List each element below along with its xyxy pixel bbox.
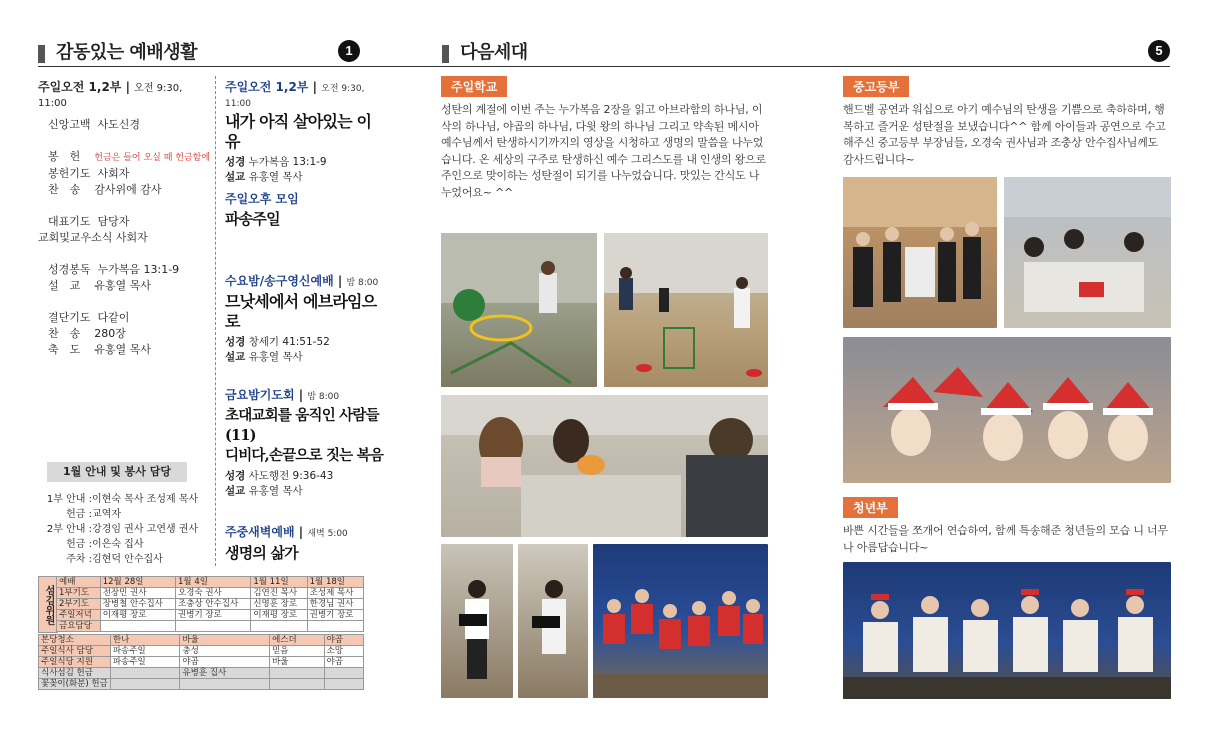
photo-hopscotch [604, 233, 768, 387]
header-bar [38, 45, 45, 63]
photo-young-adult-choir [843, 562, 1171, 699]
guide-lines: 1부 안내 : 이현숙 목사 조성제 목사 헌금 : 교역자 2부 안내 : 강경임 권사 고연생 권사 헌금 : 이은숙 집사 주차 : 김현덕 안수집사 [46, 494, 199, 565]
photo-youth-handbell [843, 177, 997, 328]
order-row: 봉헌기도 사회자 [48, 167, 130, 180]
service-block: 금요밤기도회 | 밤 8:00 초대교회를 움직인 사람들(11) 디비다,손끝으로 짓는 복음 성경 사도행전 9:36-43 설교 유홍열 목사 [225, 386, 395, 499]
left-section-title: 감동있는 예배생활 [56, 42, 197, 63]
table-row: 꽃꽂이(화분) 헌금 [39, 679, 364, 690]
sunday-school-badge: 주일학교 [441, 76, 507, 97]
sunday-school-section [441, 76, 769, 201]
photo-youth-selfie [843, 337, 1171, 483]
young-adult-badge: 청년부 [843, 497, 898, 518]
order-service-name: 주일오전 1,2부 [38, 80, 122, 94]
table-row: 식사섬김 헌금 유병훈 집사 [39, 668, 364, 679]
photo-kids-choir [593, 544, 768, 698]
order-row: 찬 송 280장 [48, 327, 126, 340]
photo-art [441, 395, 768, 537]
photo-art [604, 233, 768, 387]
youth-text: 핸드벨 공연과 워십으로 아기 예수님의 탄생을 기쁨으로 축하하며, 행복하고 즐거운 성탄절을 보냈습니다^^ 함께 아이들과 공연으로 수고해주신 중고등부 부장님들, 오경숙 권사님과 조충상 안수집사님께도 감사드립니다~ [843, 103, 1166, 166]
young-adult-text: 바쁜 시간들을 쪼개어 연습하여, 함께 특송해준 청년들의 모습 니 너무나 아름답습니다~ [843, 524, 1168, 554]
order-row: 설 교 유홍열 목사 [48, 279, 151, 292]
schedule-side-label: 섬김위원 [38, 576, 58, 633]
order-service-time: 오전 9:30, 11:00 [38, 83, 183, 109]
photo-violin-boy [441, 544, 513, 698]
left-header-rule [38, 66, 364, 67]
table-row: 주일식당 지원 파송주일 야곱 바울 야곱 [39, 657, 364, 668]
youth-section [843, 76, 1171, 168]
photo-violin-girl [518, 544, 588, 698]
sermon-title: 생명의 삶가 [225, 544, 298, 562]
schedule-table-2 [38, 634, 364, 690]
right-header-rule [364, 66, 1170, 67]
order-row: 축 도 유홍열 목사 [48, 343, 151, 356]
order-row: 신앙고백 사도신경 [48, 118, 141, 131]
table-row: 주일식사 담당 파송주일 충성 믿음 소망 [39, 646, 364, 657]
photo-art [1004, 177, 1171, 328]
young-adult-section [843, 497, 1171, 556]
order-row: 대표기도 담당자 [48, 215, 130, 228]
order-row: 결단기도 다같이 [48, 311, 130, 324]
photo-youth-party [1004, 177, 1171, 328]
photo-hula-hoop [441, 233, 597, 387]
service-block: 주일오전 1,2부 | 오전 9:30, 11:00 내가 아직 살아있는 이유 성경 누가복음 13:1-9 설교 유홍열 목사 [225, 78, 385, 185]
sermon-title: 초대교회를 움직인 사람들(11) [225, 407, 379, 444]
right-page-number: 5 [1148, 40, 1170, 62]
right-section-title: 다음세대 [460, 42, 528, 63]
photo-art [441, 544, 513, 698]
table-row: 1부기도 전장민 권사 오경숙 권사 김연진 목사 조성제 목사 [57, 588, 364, 599]
photo-art [843, 177, 997, 328]
sermon-title: 파송주일 [225, 210, 280, 228]
guide-title: 1월 안내 및 봉사 담당 [47, 462, 187, 482]
photo-art [843, 562, 1171, 699]
header-bar [442, 45, 449, 63]
order-row: 성경봉독 누가복음 13:1-9 [48, 263, 180, 276]
service-block: 수요밤/송구영신예배 | 밤 8:00 므낫세에서 에브라임으로 성경 창세기 41:51-52 설교 유홍열 목사 [225, 272, 390, 365]
order-row: 찬 송 감사위에 감사 [48, 183, 162, 196]
service-block: 주중새벽예배 | 새벽 5:00 생명의 삶가 [225, 523, 385, 563]
sermon-title: 므낫세에서 에브라임으로 [225, 292, 377, 331]
order-of-worship: 주일오전 1,2부 | 오전 9:30, 11:00 신앙고백 사도신경 봉 헌 헌금은 들어 오실 때 헌금함에 봉헌기도 사회자 찬 송 감사위에 감사 대표기도 담당자 교회및교우소식 사회자 성경봉독 누가복음 13:1-9 설 교 유홍열 목사 결단기도 다같이 찬 송 280장 축 도 유홍열 목사 [38, 78, 213, 358]
table-row: 예배 12월 28일 1월 4일 1월 11일 1월 18일 [57, 577, 364, 588]
photo-art [593, 544, 768, 698]
sunday-school-text: 성탄의 계절에 이번 주는 누가복음 2장을 읽고 아브라함의 하나님, 이삭의 하나님, 야곱의 하나님, 다윗 왕의 하나님 그리고 약속된 메시아 예수님께서 탄생하시기까지의 영상을 시청하고 생명의 말씀을 나누었습니다. 온 세상의 구주로 탄생하신 예수 그리스도를 내 인생의 왕으로 주인으로 맞이하는 성탄절이 되기를 나누었습니다. 맛있는 간식도 나누었어요~ ^^ [441, 103, 766, 199]
service-block: 주일오후 모임 파송주일 [225, 190, 385, 229]
column-divider [215, 76, 216, 566]
table-row: 2부기도 장병철 안수집사 조충상 안수집사 신명훈 장로 한경님 권사 [57, 599, 364, 610]
sermon-subtitle: 디비다,손끝으로 짓는 복음 [225, 447, 384, 464]
photo-art [441, 233, 597, 387]
photo-snack-table [441, 395, 768, 537]
left-header [38, 38, 364, 66]
photo-art [518, 544, 588, 698]
order-row: 교회및교우소식 사회자 [38, 231, 148, 244]
sermon-title: 내가 아직 살아있는 이유 [225, 112, 372, 151]
order-row: 봉 헌 헌금은 들어 오실 때 헌금함에 [48, 150, 211, 163]
table-row: 본당청소 한나 바울 에스더 야곱 [39, 635, 364, 646]
youth-badge: 중고등부 [843, 76, 909, 97]
table-row: 주일저녁 이재평 장로 권병기 장로 이재평 장로 권병기 장로 [57, 610, 364, 621]
photo-art [843, 337, 1171, 483]
right-header [442, 38, 1170, 66]
left-page-number: 1 [338, 40, 360, 62]
schedule-table [56, 576, 364, 632]
table-row: 금요담당 [57, 621, 364, 632]
